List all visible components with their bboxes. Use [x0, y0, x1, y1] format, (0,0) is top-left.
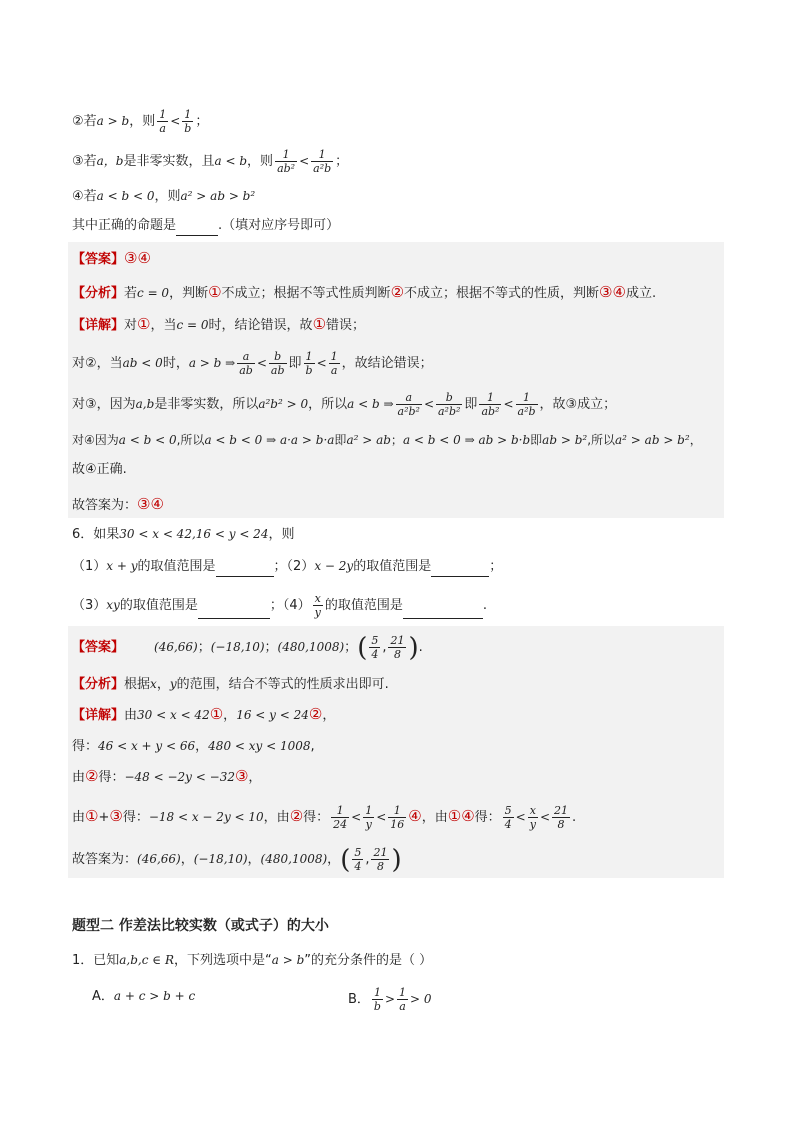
question-6: 6．如果30 < x < 42,16 < y < 24，则 [72, 527, 295, 542]
fraction: $\frac{1}{\text{a²b}}$ [313, 148, 332, 175]
item-4: ④若a < b < 0，则a² > ab > b² [72, 189, 256, 204]
detail-line-1: 【详解】由30 < x < 42①，16 < y < 24②， [72, 705, 336, 723]
fraction: $\frac{1}{b}$ [184, 108, 192, 135]
answer-blank [198, 604, 270, 619]
item-text: ； [195, 114, 209, 129]
section-heading: 题型二 作差法比较实数（或式子）的大小 [72, 918, 329, 934]
question-6-parts-1-2: （1）x + y的取值范围是 ；（2）x − 2y的取值范围是 ； [72, 556, 502, 577]
detail-line-2: 对②，当ab < 0时，a > b ⇒ $\frac{a}{ab}$ < $\frac{b}{ab}$ 即 $\frac{1}{b}$ < $\frac{1}{a}$ ，故结论错误； [72, 350, 433, 377]
item-text: ②若 [72, 114, 97, 129]
answer-line: 【答案】 (46,66)；(−18,10)；(480,1008)；( $\frac{5}{4}$ , $\frac{21}{8}$ ). [72, 632, 423, 663]
analysis-line: 【分析】若c = 0，判断①不成立；根据不等式性质判断②不成立；根据不等式的性质，判断③④成立. [72, 283, 657, 301]
question-1: 1．已知a,b,c ∈ R，下列选项中是“a > b”的充分条件的是（ ） [72, 953, 433, 968]
item-2 [72, 108, 208, 135]
final-answer-line: 故答案为：③④ [72, 495, 164, 513]
fraction: $\frac{1}{\text{ab²}}$ [277, 148, 296, 175]
answer-line: 【答案】③④ [72, 249, 151, 267]
answer-blank [403, 604, 483, 619]
question-prompt: 其中正确的命题是 .（填对应序号即可） [72, 216, 339, 236]
math: a > b [96, 114, 130, 128]
detail-line-3: 由②得：−48 < −2y < −32③， [72, 767, 262, 785]
fraction: $\frac{1}{a}$ [159, 108, 167, 135]
detail-line-5: 故④正确. [72, 462, 127, 477]
option-b[interactable]: B． $\frac{1}{b}$ > $\frac{1}{a}$ > 0 [348, 986, 432, 1013]
detail-line-1: 【详解】对①，当c = 0时，结论错误，故①错误； [72, 315, 366, 333]
answer-blank [176, 221, 218, 236]
math: < [170, 114, 181, 128]
answer-blank [431, 562, 489, 577]
analysis-line: 【分析】根据x，y的范围，结合不等式的性质求出即可. [72, 677, 389, 692]
detail-line-4: 对④因为a < b < 0,所以a < b < 0 ⇒ a·a > b·a即a² > ab；a < b < 0 ⇒ ab > b·b即ab > b²,所以a² > ab > b²， [72, 433, 702, 447]
option-a[interactable]: A．a + c > b + c [92, 989, 196, 1004]
item-3: ③若a，b是非零实数，且a < b，则 $\frac{1}{\text{ab²}}$ < $\frac{1}{\text{a²b}}$ ； [72, 148, 349, 175]
question-6-parts-3-4: （3）xy的取值范围是 ；（4） $\frac{x}{y}$ 的取值范围是 . [72, 592, 487, 619]
item-text: ，则 [129, 114, 156, 129]
detail-line-3: 对③，因为a,b是非零实数，所以a²b² > 0，所以a < b ⇒ $\frac{a}{\text{a²b²}}$ < $\frac{b}{\text{a²b²}}$ 即 $\frac{1}{\text{ab²}}$ < $\frac{1}{\text{a²b}}$ ，故③成立； [72, 391, 617, 418]
answer-blank [216, 562, 274, 577]
detail-line-2: 得：46 < x + y < 66，480 < xy < 1008, [72, 739, 315, 754]
detail-line-4: 由①+③得：−18 < x − 2y < 10，由②得： $\frac{1}{24}$ < $\frac{1}{y}$ < $\frac{1}{16}$ ④，由①④得： $\frac{5}{4}$ < $\frac{x}{y}$ < $\frac{21}{8}$ . [72, 804, 577, 831]
final-answer-line: 故答案为：(46,66)，(−18,10)，(480,1008)，( $\frac{5}{4}$ , $\frac{21}{8}$ ) [72, 844, 402, 875]
